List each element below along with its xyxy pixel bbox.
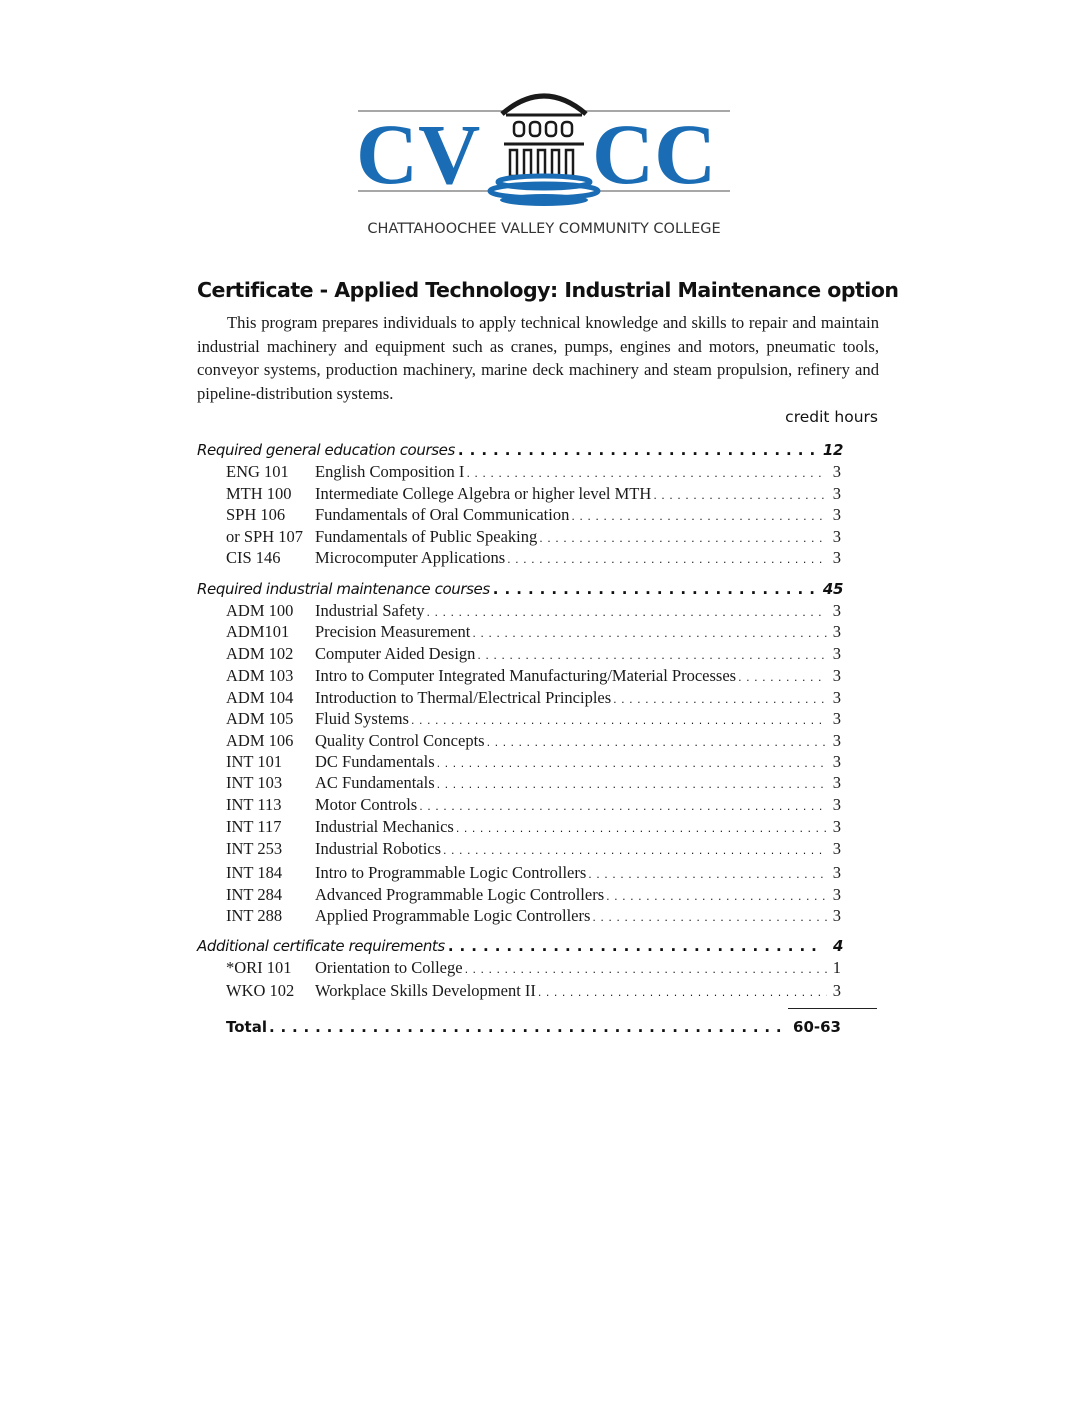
section-label: Required industrial maintenance courses	[197, 580, 490, 598]
course-row	[0, 906, 1088, 928]
course-hours: 3	[832, 906, 841, 925]
dot-leader	[493, 580, 820, 598]
course-code: ADM 103	[226, 666, 294, 685]
section-hours: 4	[832, 937, 843, 955]
course-row	[0, 839, 1088, 861]
dot-leader	[411, 709, 827, 729]
section-label: Additional certificate requirements	[197, 937, 445, 955]
dot-leader	[269, 1018, 787, 1036]
course-name: Fundamentals of Oral Communication	[315, 505, 570, 524]
course-row	[0, 601, 1088, 623]
total-hours: 60-63	[793, 1018, 841, 1036]
dot-leader	[456, 817, 827, 837]
course-hours: 3	[832, 644, 841, 663]
course-name: Applied Programmable Logic Controllers	[315, 906, 591, 925]
course-hours: 3	[832, 505, 841, 524]
course-name: Precision Measurement	[315, 622, 471, 641]
total-row	[226, 1018, 841, 1036]
course-name: English Composition I	[315, 462, 465, 481]
section-heading	[0, 937, 1088, 959]
course-code: INT 184	[226, 863, 283, 882]
course-row	[0, 505, 1088, 527]
page-title: Certificate - Applied Technology: Industrial Maintenance option	[197, 278, 899, 302]
course-row	[0, 666, 1088, 688]
course-hours: 3	[832, 622, 841, 641]
course-name: Introduction to Thermal/Electrical Principles	[315, 688, 612, 707]
course-row	[0, 484, 1088, 506]
course-code: INT 288	[226, 906, 283, 925]
dot-leader	[588, 863, 827, 883]
course-name: Workplace Skills Development II	[315, 981, 536, 1000]
course-row	[0, 462, 1088, 484]
course-code: ADM101	[226, 622, 290, 641]
dot-leader	[472, 622, 827, 642]
course-hours: 3	[832, 666, 841, 685]
course-row	[0, 885, 1088, 907]
course-code: ADM 102	[226, 644, 294, 663]
dot-leader	[465, 958, 827, 978]
course-row	[0, 709, 1088, 731]
course-hours: 3	[832, 484, 841, 503]
course-name: Industrial Robotics	[315, 839, 442, 858]
dot-leader	[437, 752, 827, 772]
total-label: Total	[226, 1018, 267, 1036]
course-name: Orientation to College	[315, 958, 463, 977]
course-name: Quality Control Concepts	[315, 731, 485, 750]
dot-leader	[653, 484, 827, 504]
program-description: This program prepares individuals to apply technical knowledge and skills to repair and maintain industrial machinery and equipment such as cranes, pumps, engines and motors, pneumatic tools, conveyor systems, production machinery, marine deck machinery and steam propulsion, refinery and pipeline-distribution systems.	[197, 313, 879, 403]
logo-subtitle: CHATTAHOOCHEE VALLEY COMMUNITY COLLEGE	[367, 221, 721, 237]
course-name: Computer Aided Design	[315, 644, 476, 663]
course-code: ADM 100	[226, 601, 294, 620]
dot-leader	[458, 441, 820, 459]
course-hours: 3	[832, 688, 841, 707]
course-code: CIS 146	[226, 548, 281, 567]
course-code: ADM 105	[226, 709, 294, 728]
course-hours: 3	[832, 709, 841, 728]
course-hours: 1	[832, 958, 841, 977]
course-row	[0, 688, 1088, 710]
course-code: INT 253	[226, 839, 283, 858]
course-name: Fluid Systems	[315, 709, 409, 728]
course-name: Industrial Safety	[315, 601, 425, 620]
dot-leader	[419, 795, 827, 815]
course-row	[0, 817, 1088, 839]
section-label: Required general education courses	[197, 441, 455, 459]
course-name: Intro to Programmable Logic Controllers	[315, 863, 587, 882]
section-hours: 45	[822, 580, 843, 598]
course-name: Motor Controls	[315, 795, 418, 814]
course-hours: 3	[832, 817, 841, 836]
course-code: INT 113	[226, 795, 282, 814]
course-code: ADM 106	[226, 731, 294, 750]
course-row	[0, 548, 1088, 570]
course-row	[0, 863, 1088, 885]
course-name: Intermediate College Algebra or higher level MTH	[315, 484, 652, 503]
dot-leader	[466, 462, 827, 482]
course-row	[0, 644, 1088, 666]
dot-leader	[613, 688, 827, 708]
dot-leader	[437, 773, 827, 793]
section-heading	[0, 580, 1088, 602]
course-hours: 3	[832, 548, 841, 567]
course-hours: 3	[832, 773, 841, 792]
course-hours: 3	[832, 981, 841, 1000]
course-name: Fundamentals of Public Speaking	[315, 527, 538, 546]
course-hours: 3	[832, 601, 841, 620]
course-hours: 3	[832, 863, 841, 882]
course-row	[0, 752, 1088, 774]
course-name: DC Fundamentals	[315, 752, 435, 771]
dot-leader	[443, 839, 827, 859]
course-name: Microcomputer Applications	[315, 548, 506, 567]
course-name: Advanced Programmable Logic Controllers	[315, 885, 605, 904]
logo-text-right: CC	[592, 106, 717, 202]
course-row	[0, 622, 1088, 644]
dot-leader	[427, 601, 827, 621]
course-code: SPH 106	[226, 505, 286, 524]
credit-hours-header: credit hours	[785, 408, 878, 426]
course-code: or SPH 107	[226, 527, 304, 546]
course-hours: 3	[832, 752, 841, 771]
dot-leader	[606, 885, 827, 905]
dot-leader	[571, 505, 827, 525]
dot-leader	[487, 731, 827, 751]
course-name: Industrial Mechanics	[315, 817, 454, 836]
total-divider	[788, 1008, 877, 1009]
course-code: INT 117	[226, 817, 282, 836]
dot-leader	[507, 548, 827, 568]
course-code: INT 103	[226, 773, 283, 792]
college-logo-graphic	[354, 84, 734, 242]
college-logo	[354, 84, 734, 242]
course-row	[0, 527, 1088, 549]
course-row	[0, 773, 1088, 795]
course-hours: 3	[832, 839, 841, 858]
course-hours: 3	[832, 462, 841, 481]
course-hours: 3	[832, 885, 841, 904]
course-hours: 3	[832, 731, 841, 750]
course-code: WKO 102	[226, 981, 295, 1000]
course-row	[0, 981, 1088, 1003]
logo-text-left: CV	[356, 106, 481, 202]
course-row	[0, 958, 1088, 980]
dot-leader	[448, 937, 822, 955]
course-code: ADM 104	[226, 688, 294, 707]
course-row	[0, 795, 1088, 817]
dot-leader	[538, 981, 827, 1001]
dot-leader	[592, 906, 827, 926]
section-hours: 12	[822, 441, 843, 459]
course-code: *ORI 101	[226, 958, 292, 977]
course-hours: 3	[832, 527, 841, 546]
course-name: Intro to Computer Integrated Manufacturing/Material Processes	[315, 666, 737, 685]
course-code: ENG 101	[226, 462, 289, 481]
course-hours: 3	[832, 795, 841, 814]
course-code: MTH 100	[226, 484, 292, 503]
section-heading	[0, 441, 1088, 463]
dot-leader	[477, 644, 827, 664]
course-row	[0, 731, 1088, 753]
course-code: INT 284	[226, 885, 283, 904]
dot-leader	[539, 527, 827, 547]
rotunda-icon	[490, 96, 598, 206]
course-name: AC Fundamentals	[315, 773, 435, 792]
dot-leader	[738, 666, 827, 686]
course-code: INT 101	[226, 752, 283, 771]
